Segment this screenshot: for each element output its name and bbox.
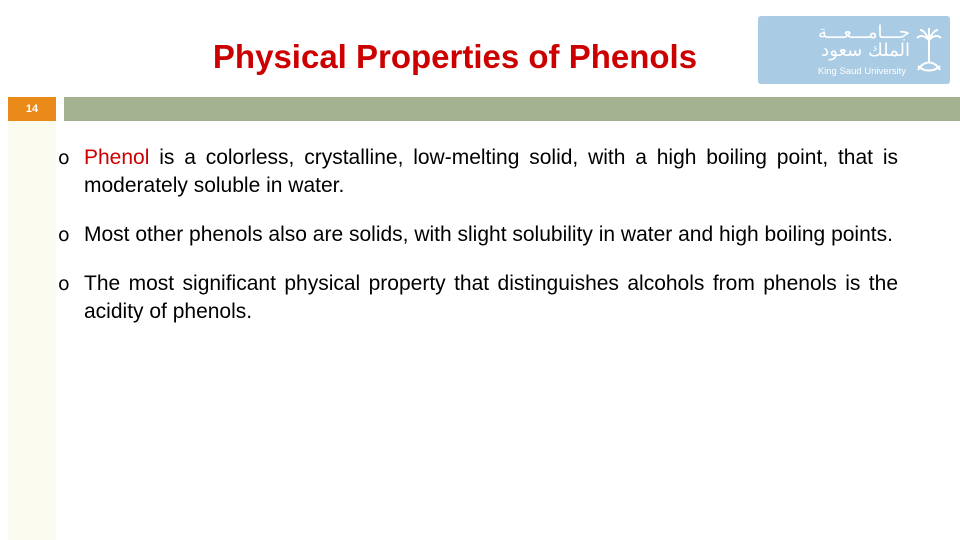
- bullet-text: is a colorless, crystalline, low-melting solid, with a high boiling point, that is moderately soluble in water.: [84, 146, 898, 197]
- bullet-list: [58, 144, 898, 347]
- slide-title: Physical Properties of Phenols: [212, 38, 698, 75]
- bullet-item: [58, 270, 898, 326]
- bullet-marker: o: [58, 147, 70, 169]
- logo-arabic-line-2: الملك سعود: [821, 40, 910, 61]
- palm-swords-emblem-icon: [914, 22, 944, 78]
- slide-number-badge: 14: [0, 97, 56, 121]
- bullet-item: [58, 221, 898, 249]
- bullet-marker: o: [58, 273, 70, 295]
- bullet-text: Most other phenols also are solids, with slight solubility in water and high boiling points.: [84, 223, 893, 246]
- bullet-marker: o: [58, 224, 70, 246]
- bullet-text: The most significant physical property that distinguishes alcohols from phenols is the acidity of phenols.: [84, 272, 898, 323]
- header-divider-bar: [64, 97, 960, 121]
- university-logo: [758, 16, 950, 84]
- left-sidebar-strip: [8, 121, 56, 540]
- logo-arabic-line-1: جـــامـــعـــة: [817, 22, 910, 43]
- highlighted-term: Phenol: [84, 146, 150, 169]
- bullet-item: [58, 144, 898, 200]
- logo-english-name: King Saud University: [817, 66, 906, 77]
